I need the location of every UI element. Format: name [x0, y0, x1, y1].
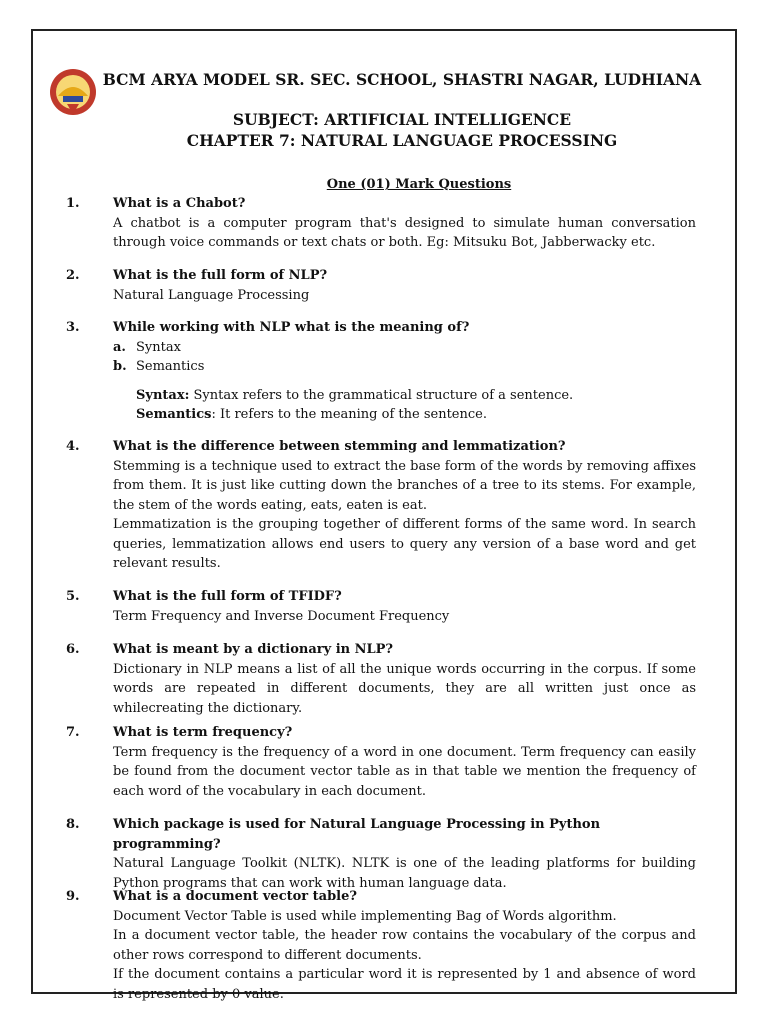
list-marker: a. — [113, 339, 126, 355]
question-3 — [66, 318, 696, 425]
section-heading: One (01) Mark Questions — [326, 177, 512, 192]
question-number: 7. — [66, 725, 80, 740]
question-7 — [66, 723, 696, 801]
definition-syntax — [136, 386, 696, 406]
question-text: What is term frequency? — [113, 725, 293, 740]
question-number: 1. — [66, 196, 80, 211]
answer-text: Stemming is a technique used to extract the base form of the words by removing affixes from them. It is just like cutting down the branches of a tree to its stems. For example, the stem of the words eating, eats, eaten is eat. — [113, 458, 696, 513]
question-text: What is a Chabot? — [113, 196, 246, 211]
answer-text: If the document contains a particular word it is represented by 1 and absence of word is represented by 0 value. — [113, 967, 696, 1002]
question-number: 3. — [66, 320, 80, 335]
question-6 — [66, 640, 696, 718]
answer-text: Dictionary in NLP means a list of all the unique words occurring in the corpus. If some words are repeated in different documents, they are all written just once as whilecreating the dictionary. — [113, 661, 696, 716]
question-text: Which package is used for Natural Language Processing in Python programming? — [113, 817, 601, 852]
answer-text: Natural Language Toolkit (NLTK). NLTK is one of the leading platforms for building Python programs that can work with human language data. — [113, 856, 696, 891]
answer-text: Term Frequency and Inverse Document Frequency — [113, 608, 450, 624]
list-text: Semantics — [136, 359, 205, 374]
list-item — [113, 338, 696, 358]
answer-text: Natural Language Processing — [113, 287, 310, 303]
definition-text: : It refers to the meaning of the sentence. — [211, 407, 487, 422]
answer-text: A chatbot is a computer program that's designed to simulate human conversation through voice commands or text chats or both. Eg: Mitsuku Bot, Jabberwacky etc. — [113, 215, 696, 250]
list-text: Syntax — [136, 339, 181, 355]
question-1 — [66, 194, 696, 253]
question-text: What is the full form of TFIDF? — [113, 589, 342, 604]
question-text: While working with NLP what is the meaning of? — [113, 320, 470, 335]
question-4 — [66, 437, 696, 574]
question-text: What is a document vector table? — [113, 889, 358, 904]
answer-text: In a document vector table, the header row contains the vocabulary of the corpus and other rows correspond to different documents. — [113, 928, 696, 963]
question-number: 5. — [66, 589, 80, 604]
question-number: 6. — [66, 642, 80, 657]
question-text: What is meant by a dictionary in NLP? — [113, 642, 394, 657]
question-number: 4. — [66, 439, 80, 454]
question-5 — [66, 587, 696, 626]
definition-semantics — [136, 405, 696, 425]
list-marker: b. — [113, 359, 127, 374]
question-number: 9. — [66, 889, 80, 904]
subject-title: SUBJECT: ARTIFICIAL INTELLIGENCE — [232, 110, 572, 129]
answer-text: Lemmatization is the grouping together of different forms of the same word. In search queries, lemmatization allows end users to query any version of a base word and get relevant results. — [113, 517, 696, 571]
answer-text: Document Vector Table is used while implementing Bag of Words algorithm. — [113, 908, 617, 924]
question-text: What is the full form of NLP? — [113, 268, 328, 283]
question-number: 2. — [66, 268, 80, 283]
definition-term: Syntax: — [136, 387, 190, 403]
answer-text: Term frequency is the frequency of a word in one document. Term frequency can easily be found from the document vector table as in that table we mention the frequency of each word of the vocabulary in each document. — [113, 744, 696, 799]
question-2 — [66, 266, 696, 305]
school-name: BCM ARYA MODEL SR. SEC. SCHOOL, SHASTRI NAGAR, LUDHIANA — [102, 70, 702, 89]
question-8 — [66, 815, 696, 893]
question-text: What is the difference between stemming and lemmatization? — [113, 439, 566, 454]
question-number: 8. — [66, 817, 80, 832]
question-9 — [66, 887, 696, 1004]
definition-text: Syntax refers to the grammatical structure of a sentence. — [189, 387, 574, 403]
definition-term: Semantics — [136, 407, 212, 422]
chapter-title: CHAPTER 7: NATURAL LANGUAGE PROCESSING — [186, 131, 618, 150]
list-item — [113, 357, 696, 377]
